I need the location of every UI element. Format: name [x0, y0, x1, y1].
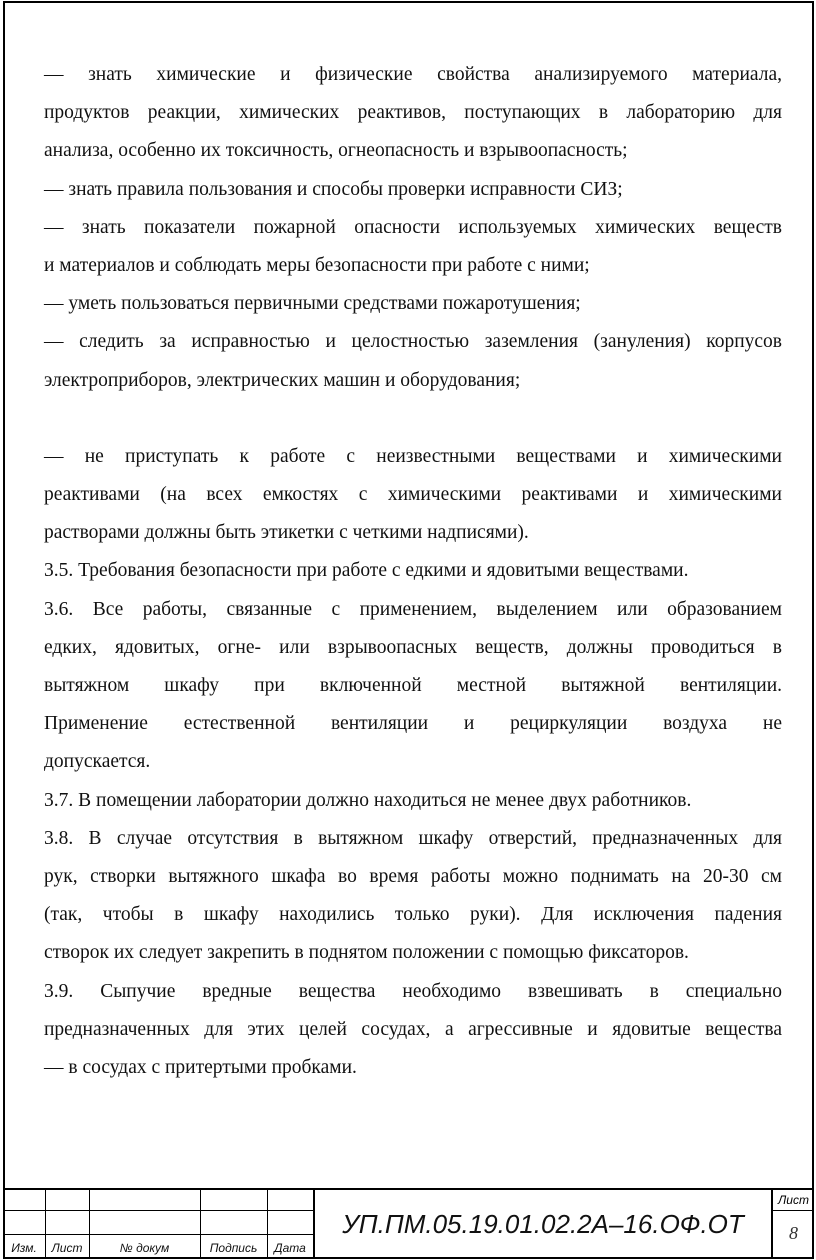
text-line: 3.6. Все работы, связанные с применением, выделением или образованием — [44, 598, 782, 620]
text-line: створок их следует закрепить в поднятом положении с помощью фиксаторов. — [44, 942, 689, 964]
text-line: — уметь пользоваться первичными средствами пожаротушения; — [44, 293, 581, 315]
text-line: — в сосудах с притертыми пробками. — [44, 1057, 357, 1079]
text-line: 3.5. Требования безопасности при работе с едкими и ядовитыми веществами. — [44, 560, 689, 582]
text-line: (так, чтобы в шкафу находились только руки). Для исключения падения — [44, 904, 782, 926]
stamp-label-izm: Изм. — [11, 1241, 37, 1255]
text-line: и материалов и соблюдать меры безопасности при работе с ними; — [44, 255, 590, 277]
text-line: растворами должны быть этикетки с четкими надписями). — [44, 522, 529, 544]
text-line: — знать химические и физические свойства анализируемого материала, — [44, 64, 782, 85]
text-line: — знать показатели пожарной опасности используемых химических веществ — [44, 216, 782, 238]
stamp-label-doc: № докум — [119, 1241, 170, 1255]
text-line: — следить за исправностью и целостностью заземления (зануления) корпусов — [44, 331, 782, 353]
revision-table — [3, 1190, 313, 1259]
text-line: едких, ядовитых, огне- или взрывоопасных веществ, должны проводиться в — [44, 636, 782, 658]
stamp-label-list: Лист — [51, 1241, 83, 1255]
document-body — [44, 56, 782, 1087]
text-line: 3.8. В случае отсутствия в вытяжном шкафу отверстий, предназначенных для — [44, 827, 782, 849]
text-line: 3.9. Сыпучие вредные вещества необходимо взвешивать в специально — [44, 980, 782, 1002]
document-code: УП.ПМ.05.19.01.02.2А–16.ОФ.ОТ — [313, 1190, 773, 1259]
text-line: анализа, особенно их токсичность, огнеопасность и взрывоопасность; — [44, 140, 628, 162]
stamp-label-date: Дата — [274, 1241, 306, 1255]
sheet-box — [773, 1190, 814, 1259]
text-line: продуктов реакции, химических реактивов, поступающих в лабораторию для — [44, 102, 782, 124]
sheet-number: 8 — [789, 1223, 798, 1243]
text-line: вытяжном шкафу при включенной местной вытяжной вентиляции. — [44, 675, 782, 697]
text-line: 3.7. В помещении лаборатории должно находиться не менее двух работников. — [44, 789, 692, 811]
title-block — [3, 1188, 814, 1259]
text-line: реактивами (на всех емкостях с химическими реактивами и химическими — [44, 484, 782, 506]
stamp-label-signature: Подпись — [209, 1241, 258, 1255]
text-line: — не приступать к работе с неизвестными веществами и химическими — [44, 445, 782, 467]
paragraph-gap — [44, 400, 782, 438]
sheet-label: Лист — [773, 1190, 814, 1211]
text-line: Применение естественной вентиляции и рециркуляции воздуха не — [44, 713, 782, 735]
text-line: рук, створки вытяжного шкафа во время работы можно поднимать на 20-30 см — [44, 866, 782, 888]
text-line: — знать правила пользования и способы проверки исправности СИЗ; — [44, 178, 623, 200]
text-line: допускается. — [44, 751, 151, 773]
text-line: электроприборов, электрических машин и оборудования; — [44, 369, 521, 391]
text-line: предназначенных для этих целей сосудах, а агрессивные и ядовитые вещества — [44, 1018, 782, 1040]
